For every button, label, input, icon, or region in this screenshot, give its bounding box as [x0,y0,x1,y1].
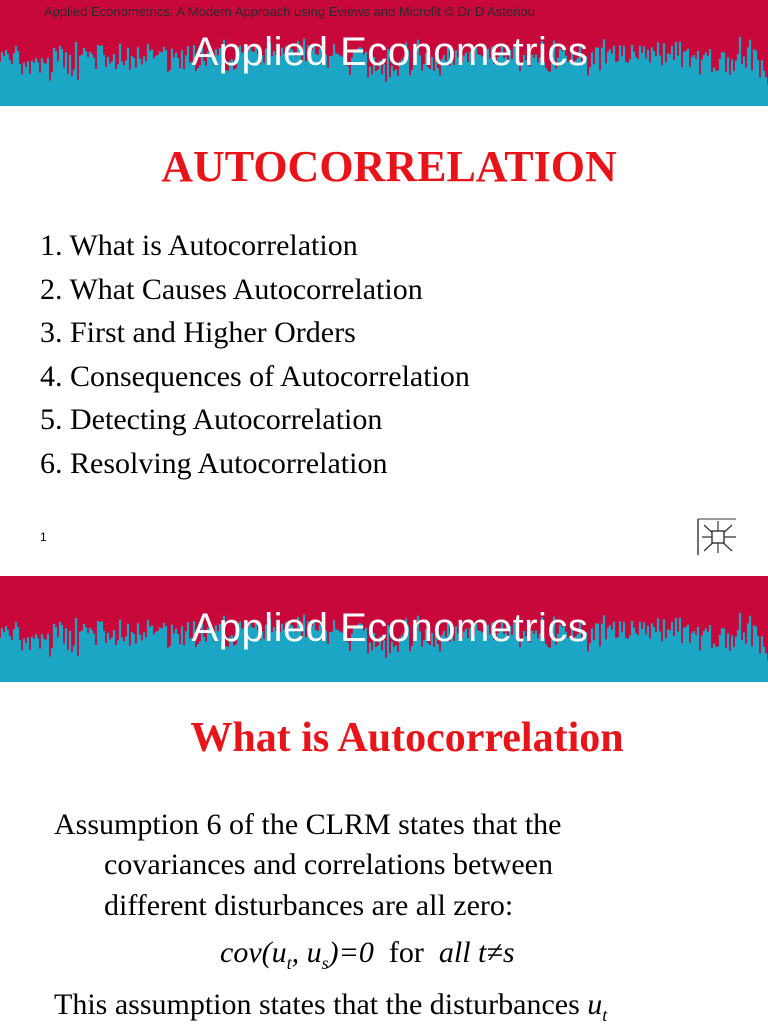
last-line-var: u [587,988,603,1021]
waveform-base [0,660,768,682]
contents-item: 1. What is Autocorrelation [40,229,358,262]
last-line-text: This assumption states that the disturbances [54,988,588,1021]
contents-item: 3. First and Higher Orders [40,316,356,350]
header-title: Applied Econometrics [191,606,589,650]
slide-2 [0,576,768,1024]
formula-rhs: )=0 [328,936,374,969]
last-line-sub: t [602,1005,608,1024]
contents-item: 2. What Causes Autocorrelation [40,272,423,306]
slide-heading: What is Autocorrelation [190,715,624,761]
contents-item: 5. Detecting Autocorrelation [40,403,383,437]
formula-sub-s: s [321,953,329,973]
copyright-notice: Applied Econometrics: A Modern Approach using Eviews and Microfit © Dr D Asteriou [44,4,535,19]
contents-item: 4. Consequences of Autocorrelation [40,359,470,393]
formula-sub-t: t [286,953,292,973]
header-title: Applied Econometrics [191,30,589,74]
covariance-formula [220,936,515,974]
body-line: covariances and correlations between [104,848,553,881]
slide-header [0,0,768,106]
page-number: 1 [40,530,47,544]
formula-middle: for [373,936,439,969]
slide-heading: AUTOCORRELATION [161,142,617,191]
slide-separator [0,566,768,576]
contents-list [40,224,470,486]
formula-lhs: cov(u [220,936,287,969]
contents-item: 6. Resolving Autocorrelation [40,446,388,480]
body-last-line [54,988,607,1024]
body-line: Assumption 6 of the CLRM states that the [54,808,562,841]
waveform-base [0,84,768,106]
compass-logo-icon [696,515,738,557]
formula-comma: , u [291,936,322,969]
slide-header [0,576,768,682]
body-line: different disturbances are all zero: [104,889,514,922]
formula-condition: all t≠s [438,936,515,969]
